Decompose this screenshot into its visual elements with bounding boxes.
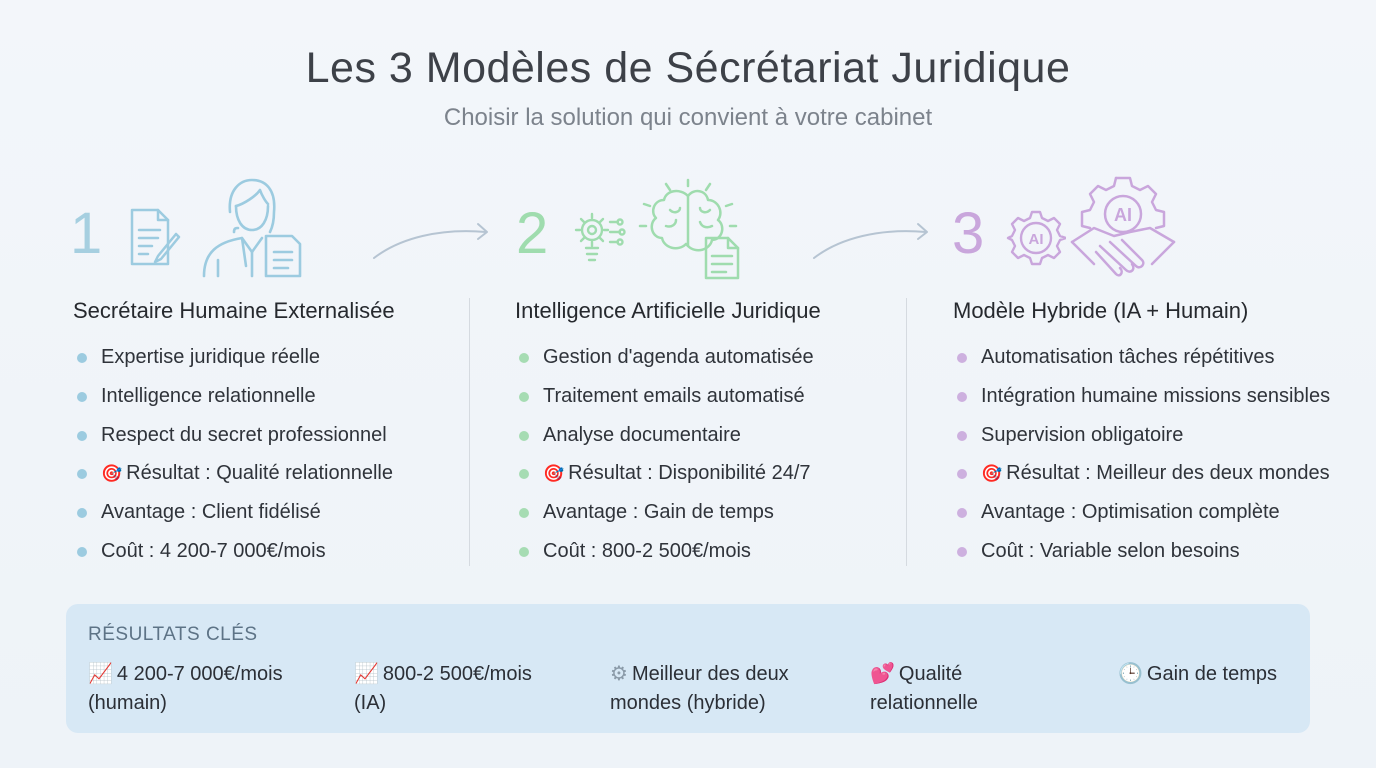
bullet-dot	[519, 392, 529, 402]
bullet-dot	[957, 392, 967, 402]
feature-text: Gestion d'agenda automatisée	[543, 346, 814, 368]
model-3-title: Modèle Hybride (IA + Humain)	[953, 298, 1249, 323]
bullet-dot	[519, 508, 529, 518]
feature-text: Intelligence relationnelle	[101, 384, 316, 407]
model-2-number: 2	[516, 201, 549, 266]
feature-item	[953, 377, 1330, 416]
svg-text:AI: AI	[1028, 231, 1044, 248]
feature-item	[953, 532, 1330, 571]
feature-item	[73, 416, 395, 455]
feature-item	[953, 493, 1330, 532]
feature-item	[515, 532, 821, 571]
arrow-2-to-3-icon	[810, 218, 935, 263]
target-icon: 🎯	[101, 464, 123, 484]
target-icon: 🎯	[981, 464, 1003, 484]
feature-item	[73, 338, 395, 377]
page-title: Les 3 Modèles de Sécrétariat Juridique	[305, 44, 1071, 92]
gears-icon: ⚙	[610, 663, 628, 685]
result-item-text: 800-2 500€/mois (IA)	[354, 663, 532, 714]
result-item-text: Gain de temps	[1146, 663, 1277, 685]
clock-icon: 🕒	[1118, 663, 1143, 685]
key-results-heading: RÉSULTATS CLÉS	[88, 624, 258, 645]
feature-item	[73, 493, 395, 532]
model-column-human	[73, 298, 395, 571]
result-item	[870, 660, 1020, 718]
result-item-text: Qualité relationnelle	[870, 663, 978, 714]
column-divider	[469, 298, 470, 566]
model-3-number: 3	[952, 201, 985, 266]
feature-item	[73, 454, 395, 493]
feature-text: Supervision obligatoire	[981, 423, 1184, 446]
feature-text: Analyse documentaire	[543, 423, 741, 446]
feature-text: Coût : Variable selon besoins	[981, 539, 1240, 562]
ai-handshake-icon	[1070, 174, 1176, 280]
bullet-dot	[77, 353, 87, 363]
feature-item	[515, 416, 821, 455]
model-2-features	[515, 338, 821, 571]
bullet-dot	[957, 469, 967, 479]
feature-item	[515, 377, 821, 416]
model-1-title: Secrétaire Humaine Externalisée	[73, 298, 395, 323]
chart-increasing-icon: 📈	[354, 663, 379, 685]
result-item-text: Meilleur des deux mondes (hybride)	[610, 663, 789, 714]
model-1-number: 1	[70, 201, 103, 266]
bullet-dot	[519, 353, 529, 363]
svg-text:AI: AI	[1114, 205, 1132, 225]
bullet-dot	[957, 431, 967, 441]
bullet-dot	[957, 353, 967, 363]
column-divider	[906, 298, 907, 566]
feature-text: Traitement emails automatisé	[543, 384, 805, 407]
result-item	[88, 660, 328, 718]
feature-text: Avantage : Optimisation complète	[981, 501, 1280, 524]
gear-bulb-icon	[570, 208, 626, 268]
feature-item	[953, 338, 1330, 377]
secretary-person-icon	[200, 176, 304, 280]
feature-text: Avantage : Gain de temps	[543, 501, 774, 524]
feature-item	[953, 416, 1330, 455]
result-item-text: 4 200-7 000€/mois (humain)	[88, 663, 283, 714]
model-column-hybrid	[953, 298, 1330, 571]
feature-text: Résultat : Meilleur des deux mondes	[1006, 462, 1330, 485]
bullet-dot	[519, 431, 529, 441]
bullet-dot	[77, 392, 87, 402]
feature-text: Résultat : Disponibilité 24/7	[568, 462, 811, 485]
feature-text: Coût : 800-2 500€/mois	[543, 539, 751, 562]
feature-item	[515, 338, 821, 377]
result-item	[1118, 660, 1298, 689]
model-2-title: Intelligence Artificielle Juridique	[515, 298, 821, 323]
bullet-dot	[77, 469, 87, 479]
bullet-dot	[77, 508, 87, 518]
result-item	[354, 660, 564, 718]
bullet-dot	[957, 508, 967, 518]
ai-gear-icon	[1006, 208, 1066, 268]
feature-text: Automatisation tâches répétitives	[981, 346, 1275, 368]
arrow-1-to-2-icon	[370, 218, 495, 263]
feature-item	[73, 377, 395, 416]
feature-text: Respect du secret professionnel	[101, 423, 387, 446]
target-icon: 🎯	[543, 464, 565, 484]
ai-brain-document-icon	[636, 176, 744, 280]
result-item	[610, 660, 825, 718]
key-results-panel	[66, 604, 1310, 733]
feature-text: Résultat : Qualité relationnelle	[126, 462, 393, 485]
chart-increasing-icon: 📈	[88, 663, 113, 685]
bullet-dot	[519, 469, 529, 479]
feature-text: Coût : 4 200-7 000€/mois	[101, 539, 326, 562]
bullet-dot	[957, 547, 967, 557]
document-pen-icon	[128, 206, 184, 268]
model-3-features	[953, 338, 1330, 571]
feature-item	[515, 493, 821, 532]
person-heart-icon: 💕	[870, 663, 895, 685]
feature-text: Expertise juridique réelle	[101, 346, 321, 368]
model-1-features	[73, 338, 395, 571]
feature-text: Intégration humaine missions sensibles	[981, 384, 1331, 407]
feature-text: Avantage : Client fidélisé	[101, 501, 321, 524]
feature-item	[953, 454, 1330, 493]
feature-item	[515, 454, 821, 493]
feature-item	[73, 532, 395, 571]
bullet-dot	[77, 547, 87, 557]
bullet-dot	[77, 431, 87, 441]
model-column-ai	[515, 298, 821, 571]
bullet-dot	[519, 547, 529, 557]
page-subtitle: Choisir la solution qui convient à votre cabinet	[443, 104, 933, 131]
